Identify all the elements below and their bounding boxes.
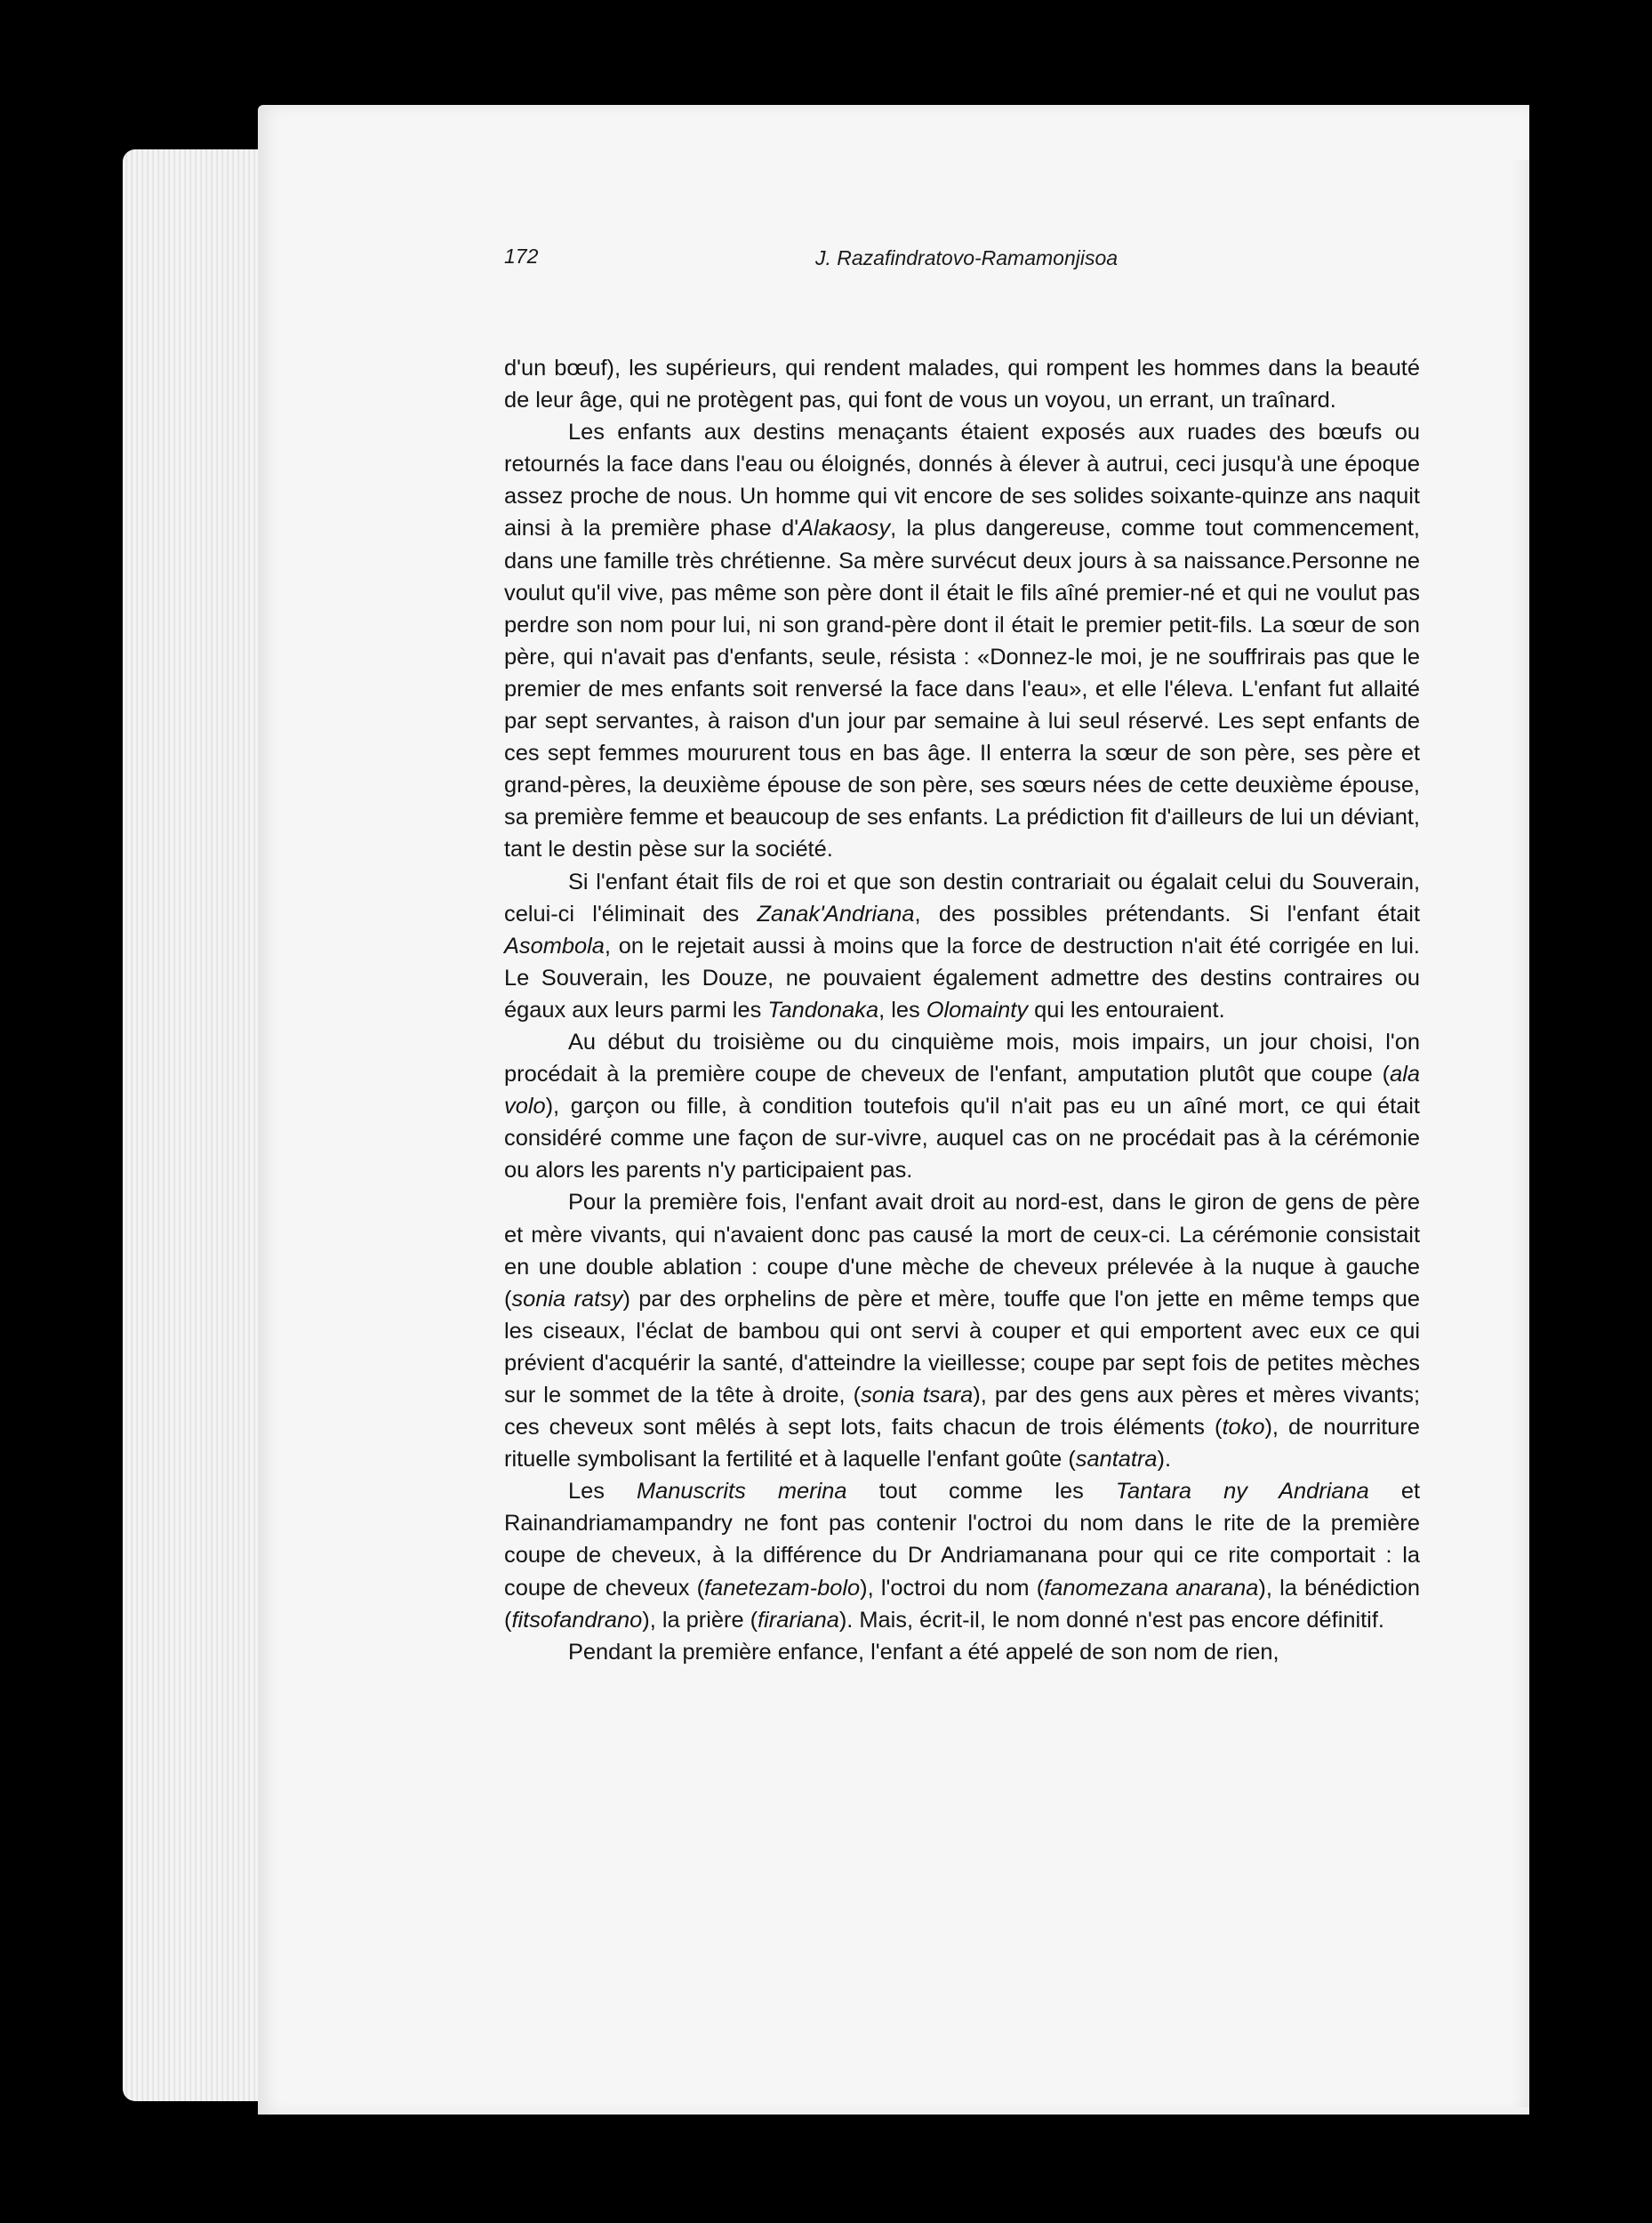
page-number: 172 — [504, 245, 539, 268]
page-gutter-shadow — [1512, 160, 1531, 2107]
text-run: ), par des gens aux pères et mères vivants; ces cheveux sont mêlés à sept lots, faits chacun de trois éléments ( — [504, 1383, 1420, 1441]
italic-term: sonia ratsy — [511, 1286, 623, 1312]
text-run: ), la prière ( — [642, 1607, 758, 1633]
text-run: , des possibles prétendants. Si l'enfant était — [914, 901, 1421, 927]
italic-term: santatra — [1075, 1447, 1158, 1473]
running-head-author: J. Razafindratovo-Ramamonjisoa — [815, 246, 1119, 269]
paragraph — [504, 1475, 1420, 1635]
text-run: Les enfants aux destins menaçants étaient exposés aux ruades des bœufs ou retournés la face dans l'eau ou éloignés, donnés à élever à autrui, ceci jusqu'à une époque assez proche de nous. Un homme qui vit encore de ses solides soixante-quinze ans naquit ainsi à la première phase d' — [504, 420, 1420, 542]
italic-term: Tandonaka — [767, 997, 879, 1023]
italic-term: firariana — [758, 1607, 839, 1633]
body-text — [504, 352, 1420, 1668]
italic-term: fanomezana anarana — [1044, 1575, 1259, 1601]
paragraph — [504, 866, 1420, 1026]
text-run: Pendant la première enfance, l'enfant a été appelé de son nom de rien, — [568, 1639, 1279, 1665]
text-run: , la plus dangereuse, comme tout commencement, dans une famille très chrétienne. Sa mère survécut deux jours à sa naissance.Personne ne voulut qu'il vive, pas même son père dont il était le fils aîné premier-né et qui ne voulut pas perdre son nom pour lui, ni son grand-père dont il était le premier petit-fils. La sœur de son père, qui n'avait pas d'enfants, seule, résista : «Donnez-le moi, je ne souffrirais pas que le premier de mes enfants soit renversé la face dans l'eau», et elle l'éleva. L'enfant fut allaité par sept servantes, à raison d'un jour par semaine à lui seul réservé. Les sept enfants de ces sept femmes moururent tous en bas âge. Il enterra la sœur de son père, ses père et grand-pères, la deuxième épouse de son père, ses sœurs nées de cette deuxième épouse, sa première femme et beaucoup de ses enfants. La prédiction fit d'ailleurs de lui un déviant, tant le destin pèse sur la société. — [504, 516, 1420, 863]
italic-term: ala volo — [504, 1062, 1420, 1120]
text-run: ), l'octroi du nom ( — [860, 1575, 1045, 1601]
italic-term: Zanak'Andriana — [757, 901, 915, 927]
text-run: Si l'enfant était fils de roi et que son destin contrariait ou égalait celui du Souverain, celui-ci l'éliminait des — [504, 869, 1420, 927]
italic-term: fanetezam-bolo — [704, 1575, 861, 1601]
text-run: ). — [1157, 1447, 1172, 1473]
italic-term: Manuscrits merina — [637, 1479, 847, 1505]
text-run: Pour la première fois, l'enfant avait droit au nord-est, dans le giron de gens de père et mère vivants, qui n'avaient donc pas causé la mort de ceux-ci. La cérémonie consistait en une double ablation : coupe d'une mèche de cheveux prélevée à la nuque à gauche ( — [504, 1190, 1420, 1312]
text-run: ), de nourriture rituelle symbolisant la fertilité et à laquelle l'enfant goûte ( — [504, 1415, 1421, 1473]
paragraph — [504, 1026, 1420, 1186]
italic-term: sonia tsara — [861, 1383, 974, 1408]
text-run: ) par des orphelins de père et mère, touffe que l'on jette en même temps que les ciseaux, l'éclat de bambou qui ont servi à couper et qui emportent avec eux ce qui prévient d'acquérir la santé, d'atteindre la vieillesse; coupe par sept fois de petites mèches sur le sommet de la tête à droite, ( — [504, 1286, 1420, 1408]
text-run: qui les entouraient. — [1028, 997, 1225, 1023]
italic-term: fitsofandrano — [511, 1607, 643, 1633]
page-stack-edge — [123, 149, 274, 2101]
paragraph — [504, 416, 1420, 865]
italic-term: Asombola — [504, 933, 605, 959]
text-run: ), garçon ou fille, à condition toutefois qu'il n'ait pas eu un aîné mort, ce qui était considéré comme une façon de sur-vivre, auquel cas on ne procédait pas à la cérémonie ou alors les parents n'y participaient pas. — [504, 1094, 1420, 1184]
paragraph — [504, 1636, 1420, 1668]
paragraph — [504, 352, 1420, 416]
italic-term: Alakaosy — [798, 516, 891, 542]
text-run: , les — [878, 997, 926, 1023]
text-run: ). Mais, écrit-il, le nom donné n'est pas encore définitif. — [838, 1607, 1384, 1633]
italic-term: toko — [1222, 1415, 1265, 1441]
paragraph — [504, 1186, 1420, 1475]
text-run: ), la bénédiction ( — [504, 1575, 1420, 1633]
text-run: et Rainandriamampandry ne font pas contenir l'octroi du nom dans le rite de la première coupe de cheveux, à la différence du Dr Andriamanana pour qui ce rite comportait : la coupe de cheveux ( — [504, 1479, 1420, 1601]
running-head — [504, 245, 1420, 275]
text-run: d'un bœuf), les supérieurs, qui rendent malades, qui rompent les hommes dans la beauté de leur âge, qui ne protègent pas, qui font de vous un voyou, un errant, un traînard. — [504, 356, 1420, 413]
italic-term: Olomainty — [926, 997, 1029, 1023]
text-run: tout comme les — [846, 1479, 1116, 1505]
text-run: , on le rejetait aussi à moins que la force de destruction n'ait été corrigée en lui. Le Souverain, les Douze, ne pouvaient également admettre des destins contraires ou égaux aux leurs parmi les — [504, 933, 1420, 1023]
italic-term: Tantara ny Andriana — [1115, 1479, 1369, 1505]
text-run: Les — [568, 1479, 638, 1505]
text-run: Au début du troisième ou du cinquième mois, mois impairs, un jour choisi, l'on procédait à la première coupe de cheveux de l'enfant, amputation plutôt que coupe ( — [504, 1029, 1420, 1087]
